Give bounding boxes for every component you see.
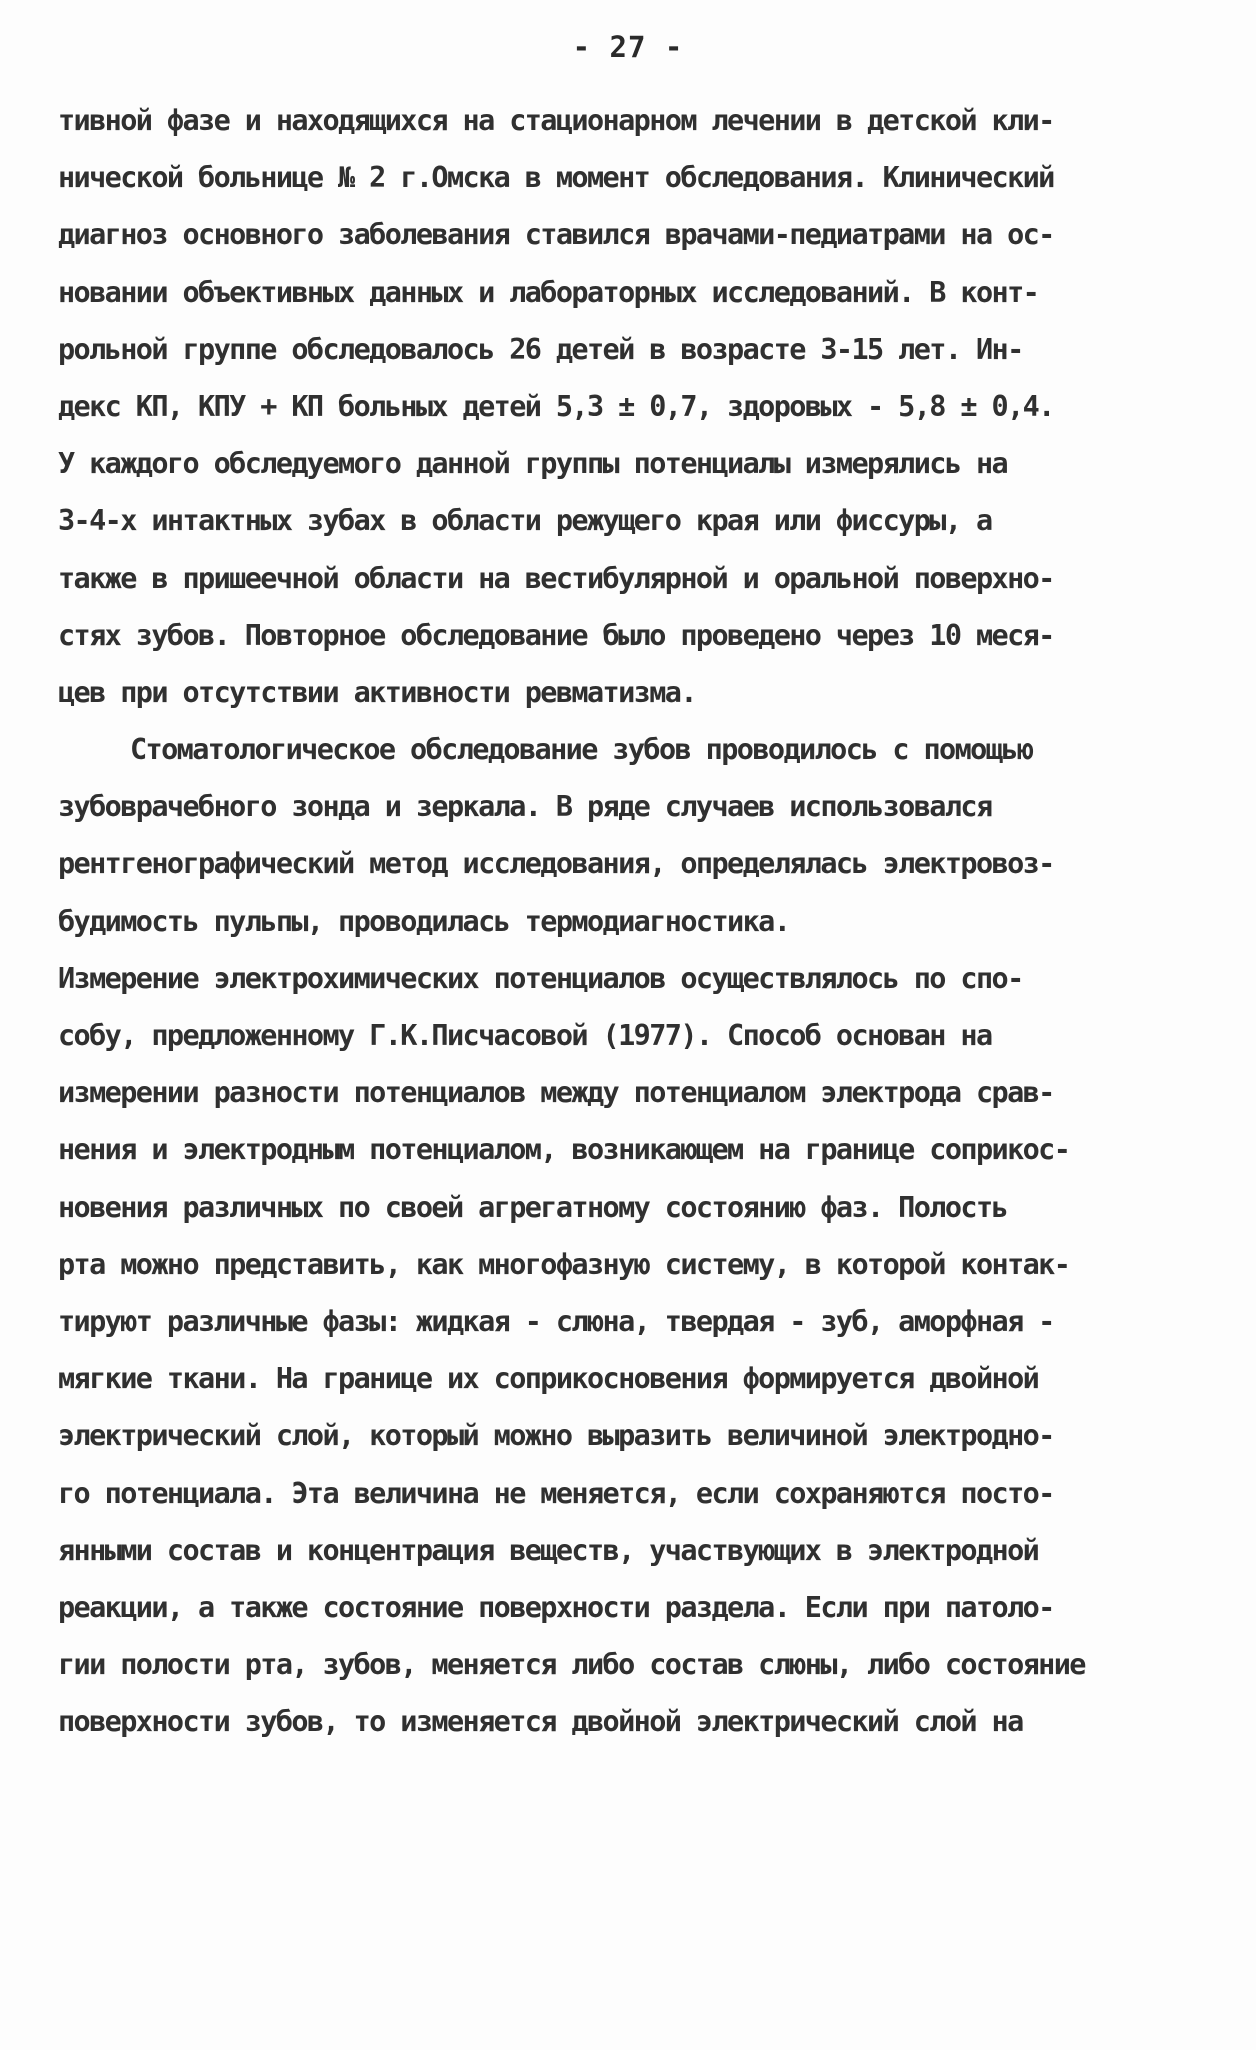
text-line: диагноз основного заболевания ставился врачами-педиатрами на ос- <box>58 218 1054 252</box>
page-number: - 27 - <box>572 30 684 64</box>
text-line: нической больнице № 2 г.Омска в момент обследования. Клинический <box>58 161 1054 195</box>
text-line: собу, предложенному Г.К.Писчасовой (1977). Способ основан на <box>58 1019 992 1052</box>
text-line: зубоврачебного зонда и зеркала. В ряде случаев использовался <box>58 790 992 824</box>
body-text <box>58 92 1208 1750</box>
text-line: рольной группе обследовалось 26 детей в возрасте 3-15 лет. Ин- <box>58 332 1023 366</box>
paragraph-start-line: Измерение электрохимических потенциалов осуществлялось по спо- <box>58 961 1023 995</box>
text-line: рентгенографический метод исследования, определялась электровоз- <box>58 847 1054 881</box>
text-line: мягкие ткани. На границе их соприкосновения формируется двойной <box>58 1362 1039 1396</box>
text-line: новения различных по своей агрегатному состоянию фаз. Полость <box>58 1190 1008 1224</box>
text-line: 3-4-х интактных зубах в области режущего края или фиссуры, а <box>58 504 992 538</box>
text-line: рта можно представить, как многофазную систему, в которой контак- <box>58 1247 1070 1281</box>
text-line: измерении разности потенциалов между потенциалом электрода срав- <box>58 1076 1054 1110</box>
text-line: тивной фазе и находящихся на стационарном лечении в детской кли- <box>58 104 1054 137</box>
paragraph-start-line: Стоматологическое обследование зубов проводилось с помощью <box>130 733 1033 767</box>
text-line: будимость пульпы, проводилась термодиагностика. <box>58 904 790 938</box>
text-line: тируют различные фазы: жидкая - слюна, твердая - зуб, аморфная - <box>58 1304 1054 1338</box>
text-line: также в пришеечной области на вестибулярной и оральной поверхно- <box>58 561 1054 595</box>
text-line: электрический слой, который можно выразить величиной электродно- <box>58 1419 1054 1453</box>
text-line: поверхности зубов, то изменяется двойной электрический слой на <box>58 1705 1023 1739</box>
text-line: декс КП, КПУ + КП больных детей 5,3 ± 0,7, здоровых - 5,8 ± 0,4. <box>58 389 1054 423</box>
text-line: гии полости рта, зубов, меняется либо состав слюны, либо состояние <box>58 1648 1085 1682</box>
text-line: янными состав и концентрация веществ, участвующих в электродной <box>58 1533 1039 1567</box>
text-line: го потенциала. Эта величина не меняется, если сохраняются посто- <box>58 1476 1054 1510</box>
text-line: нения и электродным потенциалом, возникающем на границе соприкос- <box>58 1133 1070 1167</box>
text-line: стях зубов. Повторное обследование было проведено через 10 меся- <box>58 618 1054 652</box>
text-line: У каждого обследуемого данной группы потенциалы измерялись на <box>58 447 1008 481</box>
text-line: цев при отсутствии активности ревматизма. <box>58 675 696 709</box>
text-line: реакции, а также состояние поверхности раздела. Если при патоло- <box>58 1590 1054 1624</box>
text-line: новании объективных данных и лабораторных исследований. В конт- <box>58 275 1039 309</box>
